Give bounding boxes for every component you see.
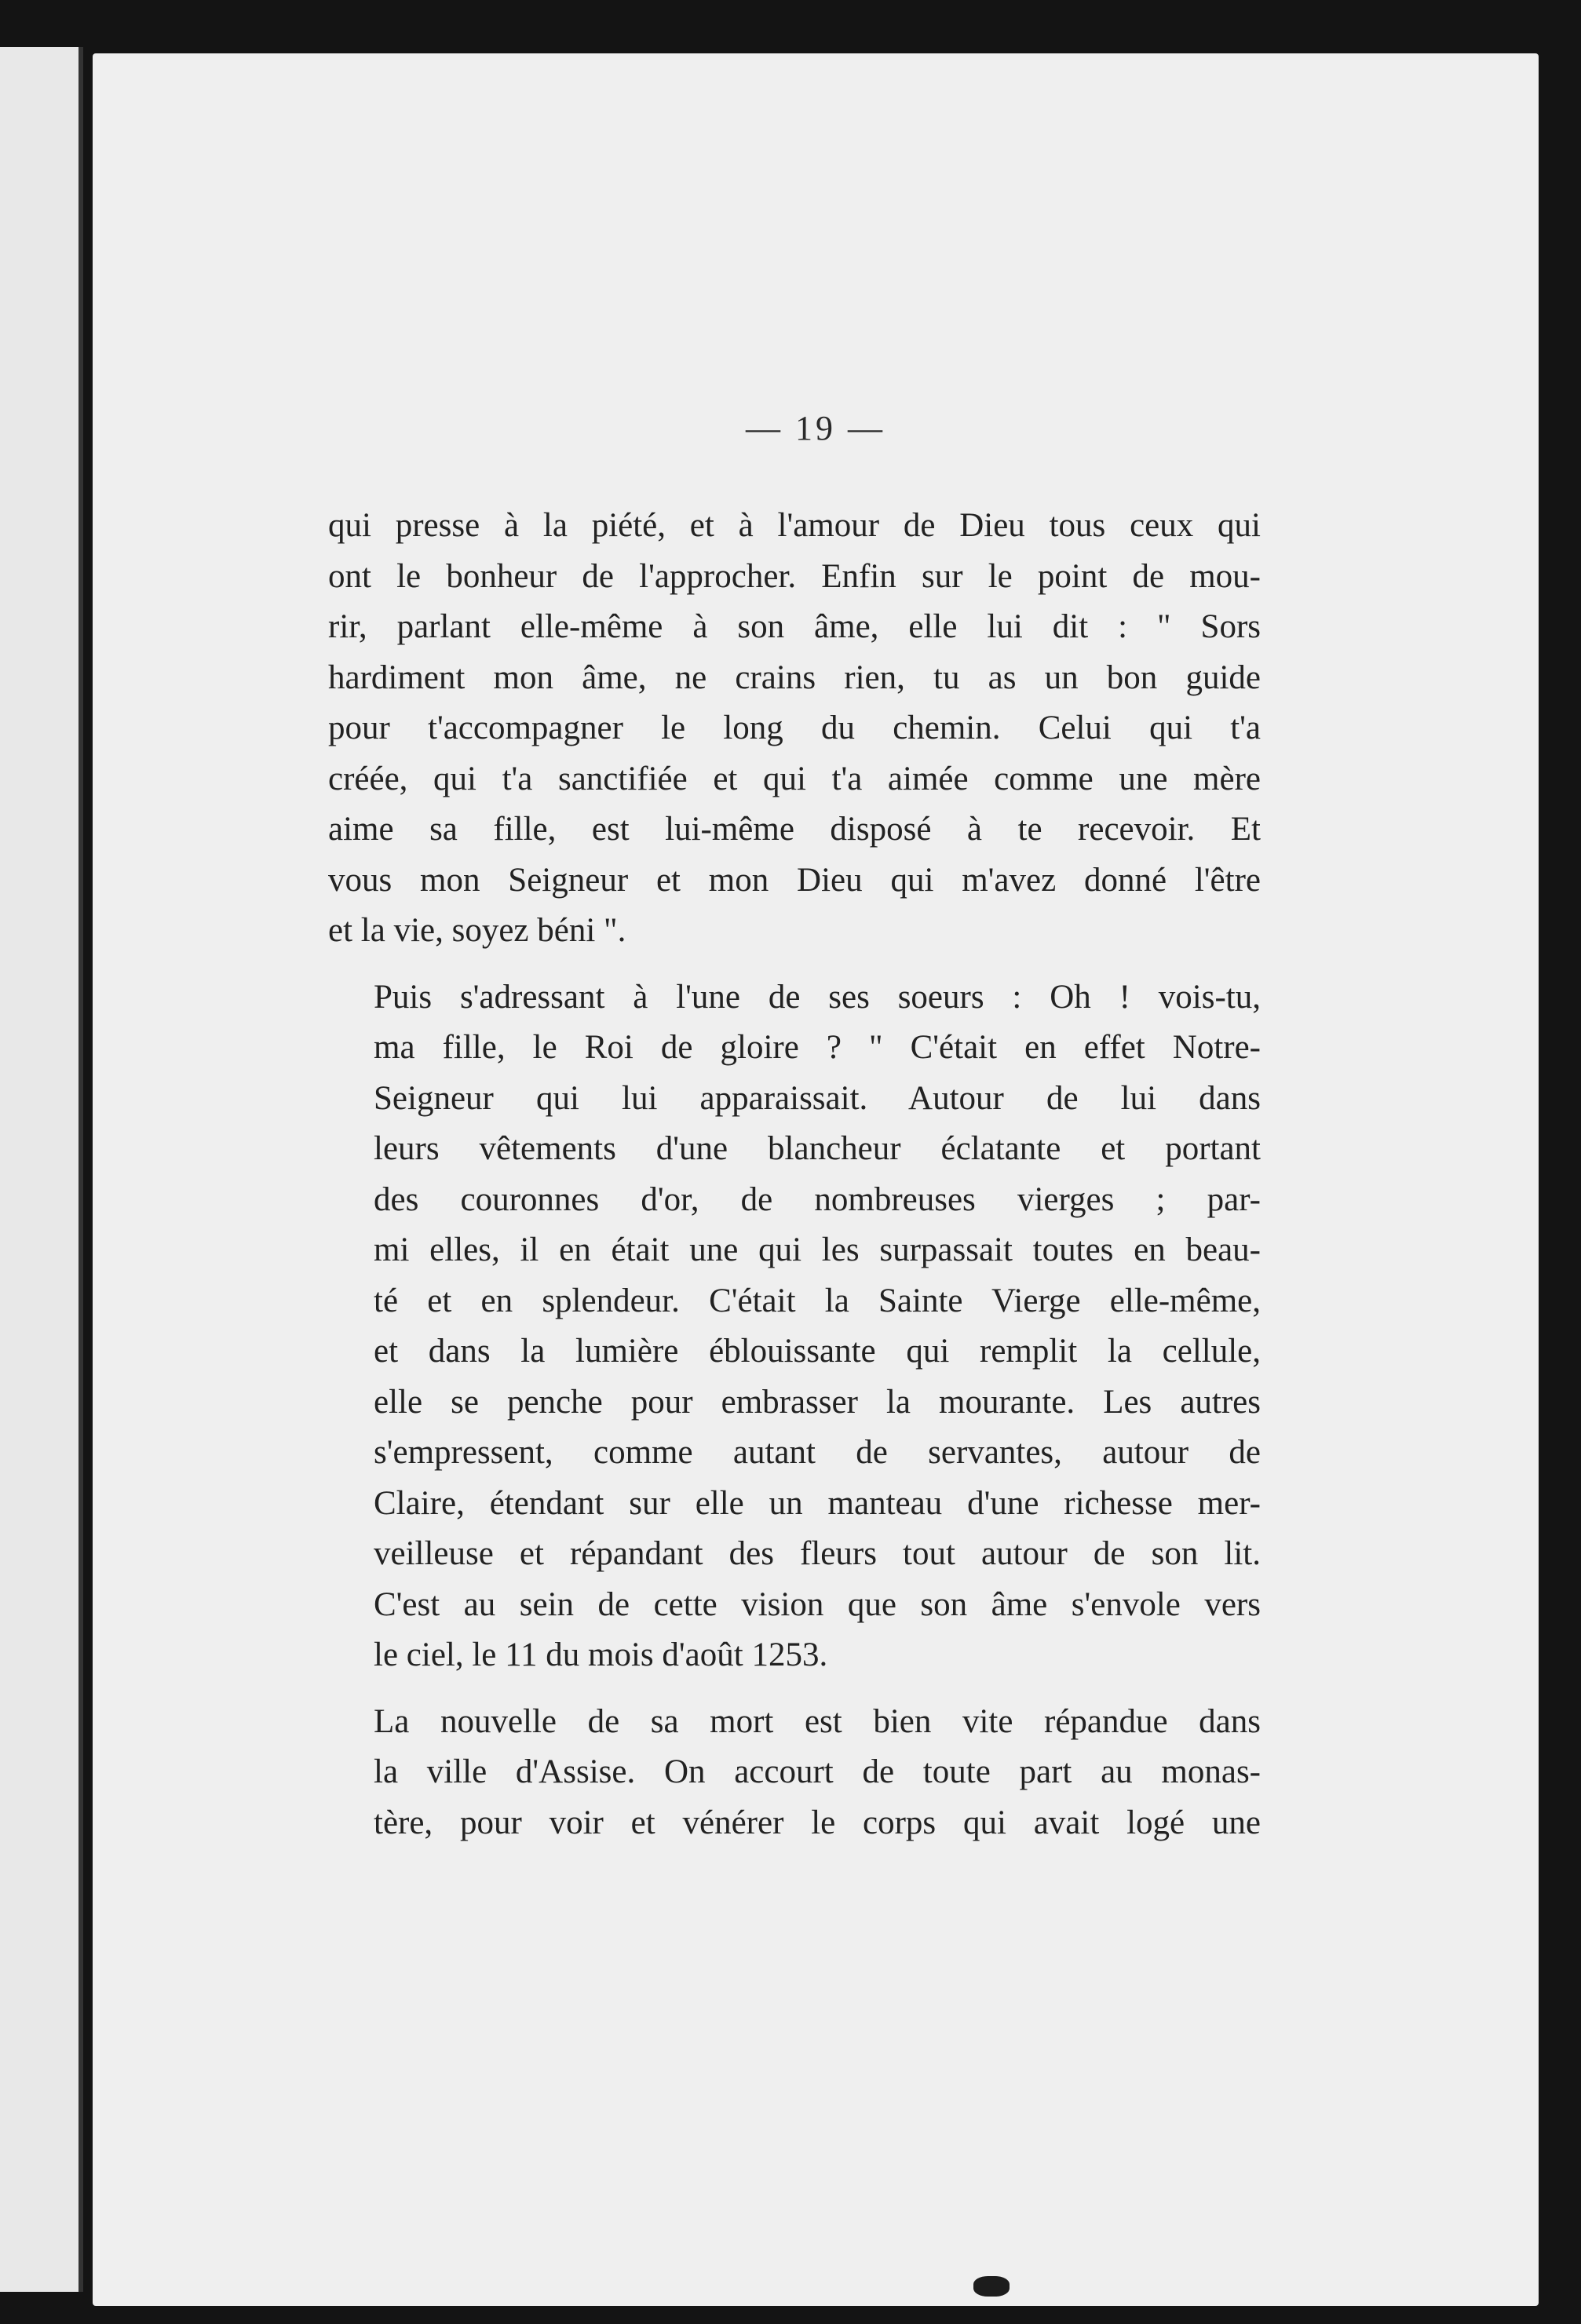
scan-smudge [973,2276,1010,2297]
text-line: hardiment mon âme, ne crains rien, tu as un bon guide [328,659,1261,696]
text-line: elle se penche pour embrasser la mourante. Les autres [374,1383,1261,1421]
text-line: le ciel, le 11 du mois d'août 1253. [374,1636,828,1673]
text-line: aime sa fille, est lui-même disposé à te recevoir. Et [328,811,1261,848]
paragraph [328,1697,1261,1849]
text-line: mi elles, il en était une qui les surpassait toutes en beau- [374,1231,1261,1268]
text-line: Puis s'adressant à l'une de ses soeurs : Oh ! vois-tu, [374,978,1261,1016]
text-line: C'est au sein de cette vision que son âme s'envole vers [374,1585,1261,1623]
facing-page-edge [0,47,83,2292]
paragraph [328,972,1261,1681]
text-line: créée, qui t'a sanctifiée et qui t'a aimée comme une mère [328,760,1261,797]
text-line: vous mon Seigneur et mon Dieu qui m'avez donné l'être [328,861,1261,899]
text-line: Seigneur qui lui apparaissait. Autour de lui dans [374,1079,1261,1117]
text-line: et dans la lumière éblouissante qui remplit la cellule, [374,1333,1261,1370]
text-line: rir, parlant elle-même à son âme, elle lui dit : " Sors [328,608,1261,645]
text-line: des couronnes d'or, de nombreuses vierges ; par- [374,1180,1261,1218]
text-line: leurs vêtements d'une blancheur éclatante et portant [374,1130,1261,1167]
text-line: té et en splendeur. C'était la Sainte Vierge elle-même, [374,1282,1261,1319]
text-line: veilleuse et répandant des fleurs tout autour de son lit. [374,1535,1261,1572]
text-line: La nouvelle de sa mort est bien vite répandue dans [374,1702,1261,1740]
text-line: ont le bonheur de l'approcher. Enfin sur le point de mou- [328,557,1261,595]
text-line: pour t'accompagner le long du chemin. Celui qui t'a [328,710,1261,746]
text-line: qui presse à la piété, et à l'amour de Dieu tous ceux qui [328,507,1261,544]
book-page [93,53,1539,2306]
page-number: — 19 — [746,409,885,447]
text-line: Claire, étendant sur elle un manteau d'une richesse mer- [374,1484,1261,1522]
text-line: ma fille, le Roi de gloire ? " C'était en effet Notre- [374,1029,1261,1066]
text-line: s'empressent, comme autant de servantes, autour de [374,1434,1261,1471]
text-line: tère, pour voir et vénérer le corps qui avait logé une [374,1804,1261,1841]
text-line: et la vie, soyez béni ". [328,912,626,949]
body-text [328,501,1261,1848]
text-line: la ville d'Assise. On accourt de toute part au monas- [374,1753,1261,1790]
paragraph [328,501,1261,957]
